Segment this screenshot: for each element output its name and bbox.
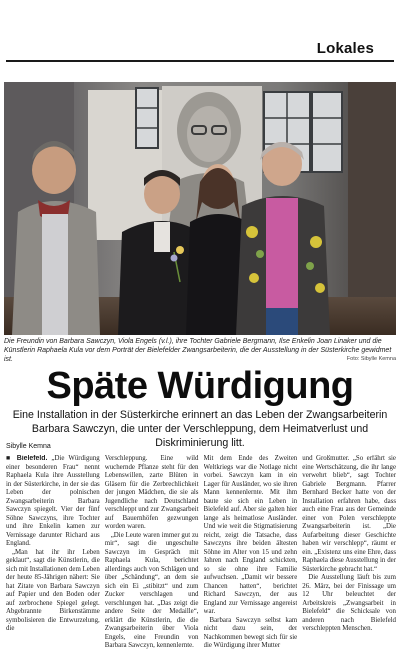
paragraph: und Großmutter. „So erfährt sie eine Wertschätzung, die ihr lange verwehrt blieb“, sagt Tochter Gabriele Bergmann. Pfarrer Bernhard Becker hatte von der Installation erfahren habe, dass auch eine Frau aus der Gemeinde einer von Polen verschleppte Zwangsarbeiterin ist. „Die Aufarbeitung dieser Geschichte haben wir verschlepp“, räumt er ein. „Existenz uns eine Ehre, dass Raphaela diese Ausstellung in der Süsterkirche gebracht hat.“ [302,455,396,573]
article-headline: Späte Würdigung [46,365,354,407]
photo-caption [4,337,396,364]
section-divider [6,60,394,62]
paragraph: Die Ausstellung läuft bis zum 26. März, bei der Finissage um 12 Uhr beleuchtet der Arbeitskreis „Zwangsarbeit in Bielefeld“ die Schicksale von anderen nach Bielefeld verschleppten Menschen. [302,574,396,632]
article-column-2 [105,455,199,660]
paragraph: „Man hat ihr ihr Leben geklaut“, sagt die Künstlerin, die sich mit Installationen dem Leben der heute 85-Jährigen nähert: Sie hat Zitate von Barbara Sawczyn auf Papier und den Boden oder auf zerbrochene Spiegel gelegt. Abgebrannte Birkenstämme symbolisieren die Entwurzelung, die [6,548,100,632]
paragraph: Barbara Sawczyn selbst kam nicht dazu sein, der Nachkommen bewegt sich für sie die Würdigung ihrer Mutter [203,616,298,649]
paragraph-text: „Die Würdigung einer besonderen Frau“ nennt Raphaela Kula ihre Ausstellung in der Süsterkirche, in der sie das Leben der polnischen Zwangsarbeiterin Barbara Sawczyn spiegelt. Vier der fünf Söhne Sawczyns, ihre Tochter und ihre Enkelin kamen zur Vernissage darunter Richard aus England. [6,455,100,547]
photo-illustration [4,82,396,335]
article-column-3 [204,455,298,660]
article-byline: Sibylle Kemna [6,443,51,450]
article-subhead: Eine Installation in der Süsterkirche erinnert an das Leben der Zwangsarbeiterin Barbara Sawczyn, die unter der Verschleppung, dem Heimatverlust und Diskriminierung litt. [12,409,388,449]
paragraph [6,455,100,549]
paragraph: Mit dem Ende des Zweiten Weltkriegs war die Notlage nicht vorbei. Sawczyn kam in ein Lager für Ausländer, wo sie ihren Mann kennenlernte. Mit ihm baute sie sich ein Leben in Bielefeld auf. Aber sie galten hier lange als heimatlose Ausländer. Und wie weit die Stigmatisierung reicht, zeigt die Tatsache, dass Sawczyns ihre beiden ältesten Söhne im Alter von 15 und zehn Jahren nach England schickten, so sie ohne ihre Familie aufwuchsen. „Damit wir bessere Chancen hatten“, berichtet Richard Sawczyn, der aus England zur Vernissage angereist war. [203,455,298,615]
photo-credit: Foto: Sibylle Kemna [346,356,396,362]
article-column-4 [302,455,396,660]
article-column-1 [6,455,100,660]
article-photo [4,82,396,335]
caption-text: Die Freundin von Barbara Sawczyn, Viola Engels (v.l.), ihre Tochter Gabriele Bergmann, Ilse Enkelin Joan Linaker und die Künstlerin Raphaela Kula vor dem Porträt der Bielefelder Zwangsarbeiterin, die der Ausstellung in der Süsterkirche gewidmet ist. [4,338,392,363]
section-header [0,0,400,60]
paragraph: „Die Leute waren immer gut zu mir“, sagt die ungeschulte Sawczyn im Gespräch mit Raphaela Kula, berichtet allerdings auch von Schlägen und über „Schändung“, an dem sie sich ein Ei „stibitzt“ und zum Zucker verschlagen und verschlungen hat. „Das zeigt die andere Seite der Medaille“, erklärt die Künstlerin, die die Zwangsarbeiterin über Viola Engels, eine Freundin von Barbara Sawczyn, kennenlernte. [104,531,199,649]
article-body [6,455,396,660]
dateline: ■ Bielefeld. [6,455,48,462]
paragraph: Verschleppung. Eine wild wuchernde Pflanze steht für den Lebenswillen, zarte Blüten in Gläsern für die Zerbrechlichkeit der jungen Mädchen, die sie als Jugendliche nach Deutschland verschleppt und zur Zwangsarbeit auf Bauernhöfen gezwungen worden waren. [104,455,199,530]
section-title: Lokales [316,40,374,57]
